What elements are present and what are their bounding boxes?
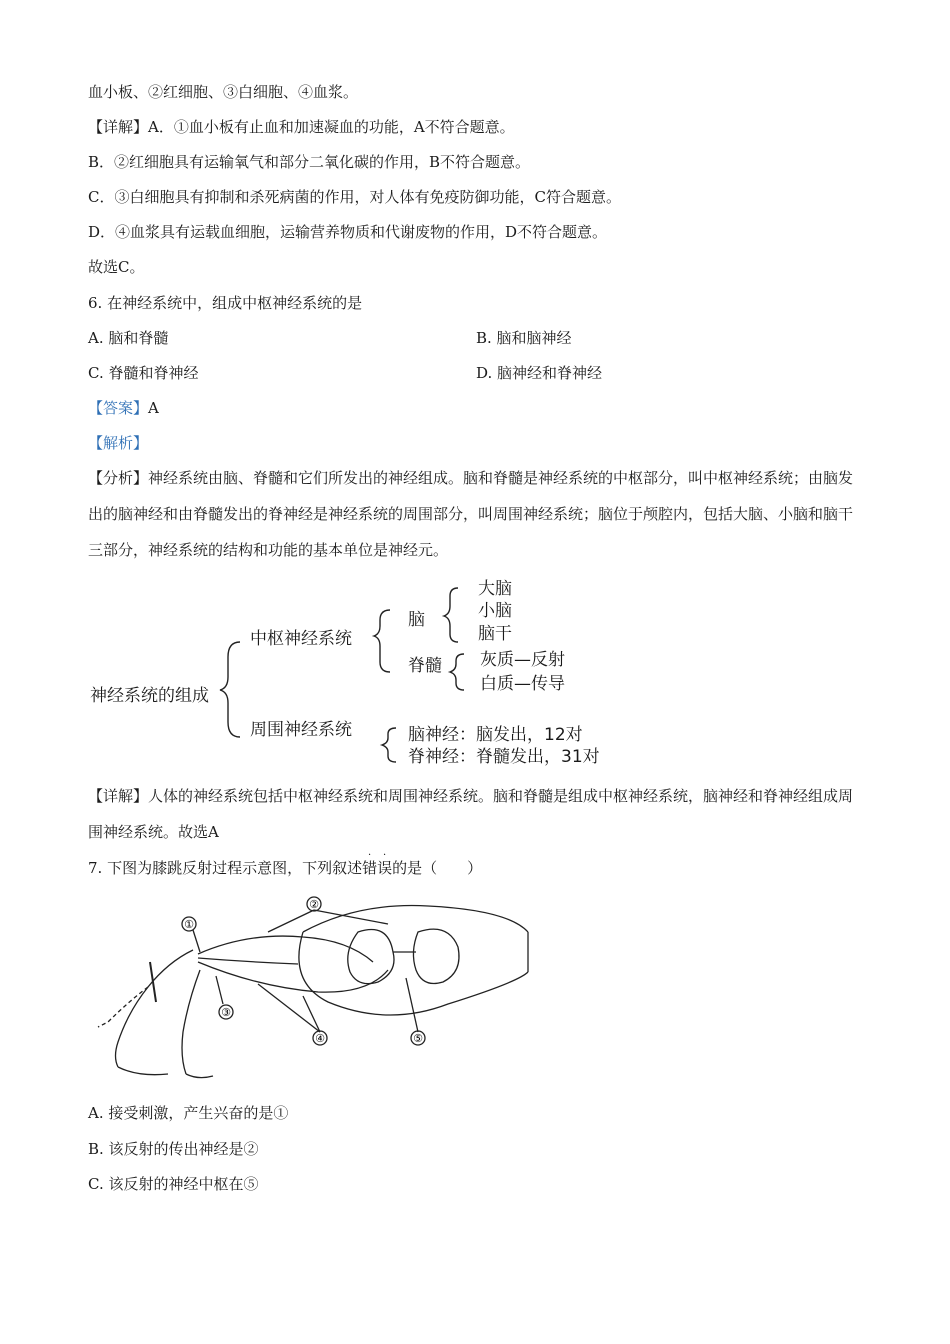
option-d: D. 脑神经和脊神经: [476, 364, 603, 382]
brace: [374, 610, 390, 672]
brace: [382, 728, 396, 762]
analysis-label: 【解析】: [88, 434, 149, 452]
diagram-label-3: ③: [221, 1006, 231, 1019]
emphasis-char: · 错: [362, 850, 378, 877]
tree-brainstem: 脑干: [478, 624, 512, 644]
tree-white-matter: 白质—传导: [480, 674, 565, 694]
pointer: [216, 976, 223, 1004]
option-c: C. 该反射的神经中枢在⑤: [88, 1175, 259, 1193]
efferent-nerve: [198, 962, 388, 992]
text-line: B．②红细胞具有运输氧气和部分二氧化碳的作用，B不符合题意。: [88, 153, 531, 171]
brace: [220, 642, 240, 737]
diagram-label-4: ④: [315, 1032, 325, 1045]
gray-matter: [348, 930, 394, 984]
emphasis-char: · 误: [377, 850, 393, 877]
option-a: A. 接受刺激，产生兴奋的是①: [88, 1104, 289, 1122]
pointer: [303, 996, 320, 1032]
tree-spinal-nerve: 脊神经：脊髓发出，31对: [408, 747, 600, 767]
foot: [118, 1067, 168, 1075]
afferent-nerve: [198, 936, 373, 962]
option-a: A. 脑和脊髓: [88, 329, 169, 347]
spinal-cord-outline: [299, 932, 528, 1015]
tree-peripheral: 周围神经系统: [250, 720, 352, 740]
nerve: [198, 958, 298, 964]
question-6-stem: 6. 在神经系统中，组成中枢神经系统的是: [88, 294, 363, 312]
answer-label: 【答案】: [88, 399, 149, 417]
leg-outline: [182, 970, 200, 1074]
question-7-stem: 7. 下图为膝跳反射过程示意图，下列叙述 · 错 · 误的是（ ）: [88, 850, 483, 877]
tree-central: 中枢神经系统: [250, 629, 352, 649]
diagram-label-1: ①: [184, 918, 194, 931]
pointer: [406, 978, 418, 1032]
brace: [450, 654, 464, 690]
diagram-label-2: ②: [309, 898, 319, 911]
pointer: [268, 910, 314, 932]
gray-matter: [413, 929, 459, 983]
nervous-system-tree-diagram: [80, 572, 640, 772]
tree-cerebellum: 小脑: [478, 601, 512, 621]
tree-cranial-nerve: 脑神经：脑发出，12对: [408, 725, 583, 745]
tree-root: 神经系统的组成: [90, 686, 209, 706]
option-b: B. 脑和脑神经: [476, 329, 572, 347]
text-line: 故选C。: [88, 258, 145, 276]
brace: [444, 588, 458, 642]
option-b: B. 该反射的传出神经是②: [88, 1140, 259, 1158]
text-line: 【详解】A．①血小板有止血和加速凝血的功能，A不符合题意。: [88, 118, 515, 136]
text-line: C．③白细胞具有抑制和杀死病菌的作用，对人体有免疫防御功能，C符合题意。: [88, 188, 621, 206]
leg-kick-dashed: [98, 987, 148, 1027]
tree-brain: 脑: [408, 610, 425, 630]
pointer: [193, 930, 200, 952]
tree-spinal: 脊髓: [408, 656, 442, 676]
option-c: C. 脊髓和脊神经: [88, 364, 199, 382]
tree-gray-matter: 灰质—反射: [480, 650, 565, 670]
answer-value: A: [148, 399, 159, 417]
detail-text: 【详解】人体的神经系统包括中枢神经系统和周围神经系统。脑和脊髓是组成中枢神经系统，脑神经和脊神经组成周围神经系统。故选A: [88, 787, 854, 841]
knee-jerk-reflex-diagram: [88, 892, 538, 1092]
tree-cerebrum: 大脑: [478, 579, 512, 599]
reflex-hammer: [150, 962, 156, 1002]
text-line: 血小板、②红细胞、③白细胞、④血浆。: [88, 83, 359, 101]
analysis-text: 【分析】神经系统由脑、脊髓和它们所发出的神经组成。脑和脊髓是神经系统的中枢部分，叫中枢神经系统；由脑发出的脑神经和由脊髓发出的脊神经是神经系统的周围部分，叫周围神经系统；脑位于颅腔内，包括大脑、小脑和脑干三部分，神经系统的结构和功能的基本单位是神经元。: [88, 469, 854, 559]
diagram-label-5: ⑤: [413, 1032, 423, 1045]
foot: [186, 1074, 213, 1078]
answer-line: [88, 398, 159, 418]
text-line: D．④血浆具有运载血细胞，运输营养物质和代谢废物的作用，D不符合题意。: [88, 223, 608, 241]
spinal-cord-outline: [303, 906, 528, 932]
